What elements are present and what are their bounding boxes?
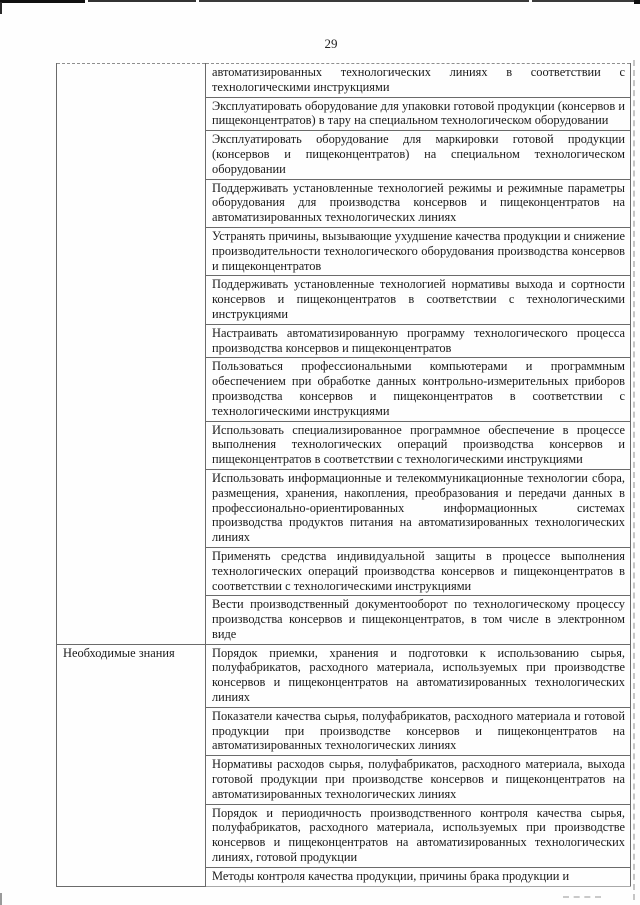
knowledge-cell: Порядок и периодичность производственного контроля качества сырья, полуфабрикатов, расходного материала, используемых при производстве консервов и пищеконцентратов на автоматизированных технологических линиях, готовой продукции [206,804,631,867]
scan-edge-line [199,0,529,2]
scan-edge-line [532,0,634,2]
skill-cell: Пользоваться профессиональными компьютерами и программным обеспечением при обработке данных контрольно-измерительных приборов производства консервов и пищеконцентратов в соответствии с технологическими инструкциями [206,358,631,421]
skill-cell: Вести производственный документооборот по технологическому процессу производства консервов и пищеконцентратов, в том числе в электронном виде [206,596,631,644]
skill-cell: Применять средства индивидуальной защиты в процессе выполнения технологических операций производства консервов и пищеконцентратов в соответствии с технологическими инструкциями [206,547,631,595]
knowledge-cell: Порядок приемки, хранения и подготовки к использованию сырья, полуфабрикатов, расходного материала, используемых при производстве консервов и пищеконцентратов на автоматизированных технологических линиях [206,644,631,707]
requirements-table-wrap [56,63,631,887]
section-label-cell-continued [57,64,206,645]
page-number: 29 [324,36,338,51]
knowledge-cell-cutoff: Методы контроля качества продукции, причины брака продукции и [206,867,631,886]
scan-bottom-artifact [563,896,601,898]
scan-edge-mark [0,2,2,14]
skill-cell: Эксплуатировать оборудование для упаковки готовой продукции (консервов и пищеконцентратов) в тару на специальном технологическом оборудовании [206,97,631,131]
table-row [57,644,631,707]
skill-cell: Использовать информационные и телекоммуникационные технологии сбора, размещения, хранения, накопления, преобразования и передачи данных в профессионально-ориентированных информационных системах производства продуктов питания на автоматизированных технологических линиях [206,469,631,547]
requirements-table [56,63,631,887]
table-row [57,64,631,98]
skill-cell: автоматизированных технологических линиях в соответствии с технологическими инструкциями [206,64,631,98]
scan-right-artifact-line [633,60,635,900]
section-label-cell-knowledge: Необходимые знания [57,644,206,886]
scan-edge-line [88,0,196,2]
skill-cell: Поддерживать установленные технологией режимы и режимные параметры оборудования для производства консервов и пищеконцентратов на автоматизированных технологических линиях [206,179,631,227]
scan-edge-line [634,0,640,4]
skill-cell: Настраивать автоматизированную программу технологического процесса производства консервов и пищеконцентратов [206,324,631,358]
skill-cell: Поддерживать установленные технологией нормативы выхода и сортности консервов и пищеконцентратов в соответствии с технологическими инструкциями [206,276,631,324]
skill-cell: Использовать специализированное программное обеспечение в процессе выполнения технологических операций производства консервов и пищеконцентратов в соответствии с технологическими инструкциями [206,421,631,469]
scan-edge-mark [0,893,2,905]
scan-edge-line [0,0,85,3]
skill-cell: Эксплуатировать оборудование для маркировки готовой продукции (консервов и пищеконцентратов) на специальном технологическом оборудовании [206,131,631,179]
skill-cell: Устранять причины, вызывающие ухудшение качества продукции и снижение производительности технологического оборудования производства консервов и пищеконцентратов [206,227,631,275]
knowledge-cell: Показатели качества сырья, полуфабрикатов, расходного материала и готовой продукции при производстве консервов и пищеконцентратов на автоматизированных технологических линиях [206,707,631,755]
knowledge-cell: Нормативы расходов сырья, полуфабрикатов, расходного материала, выхода готовой продукции при производстве консервов и пищеконцентратов на автоматизированных технологических линиях [206,756,631,804]
